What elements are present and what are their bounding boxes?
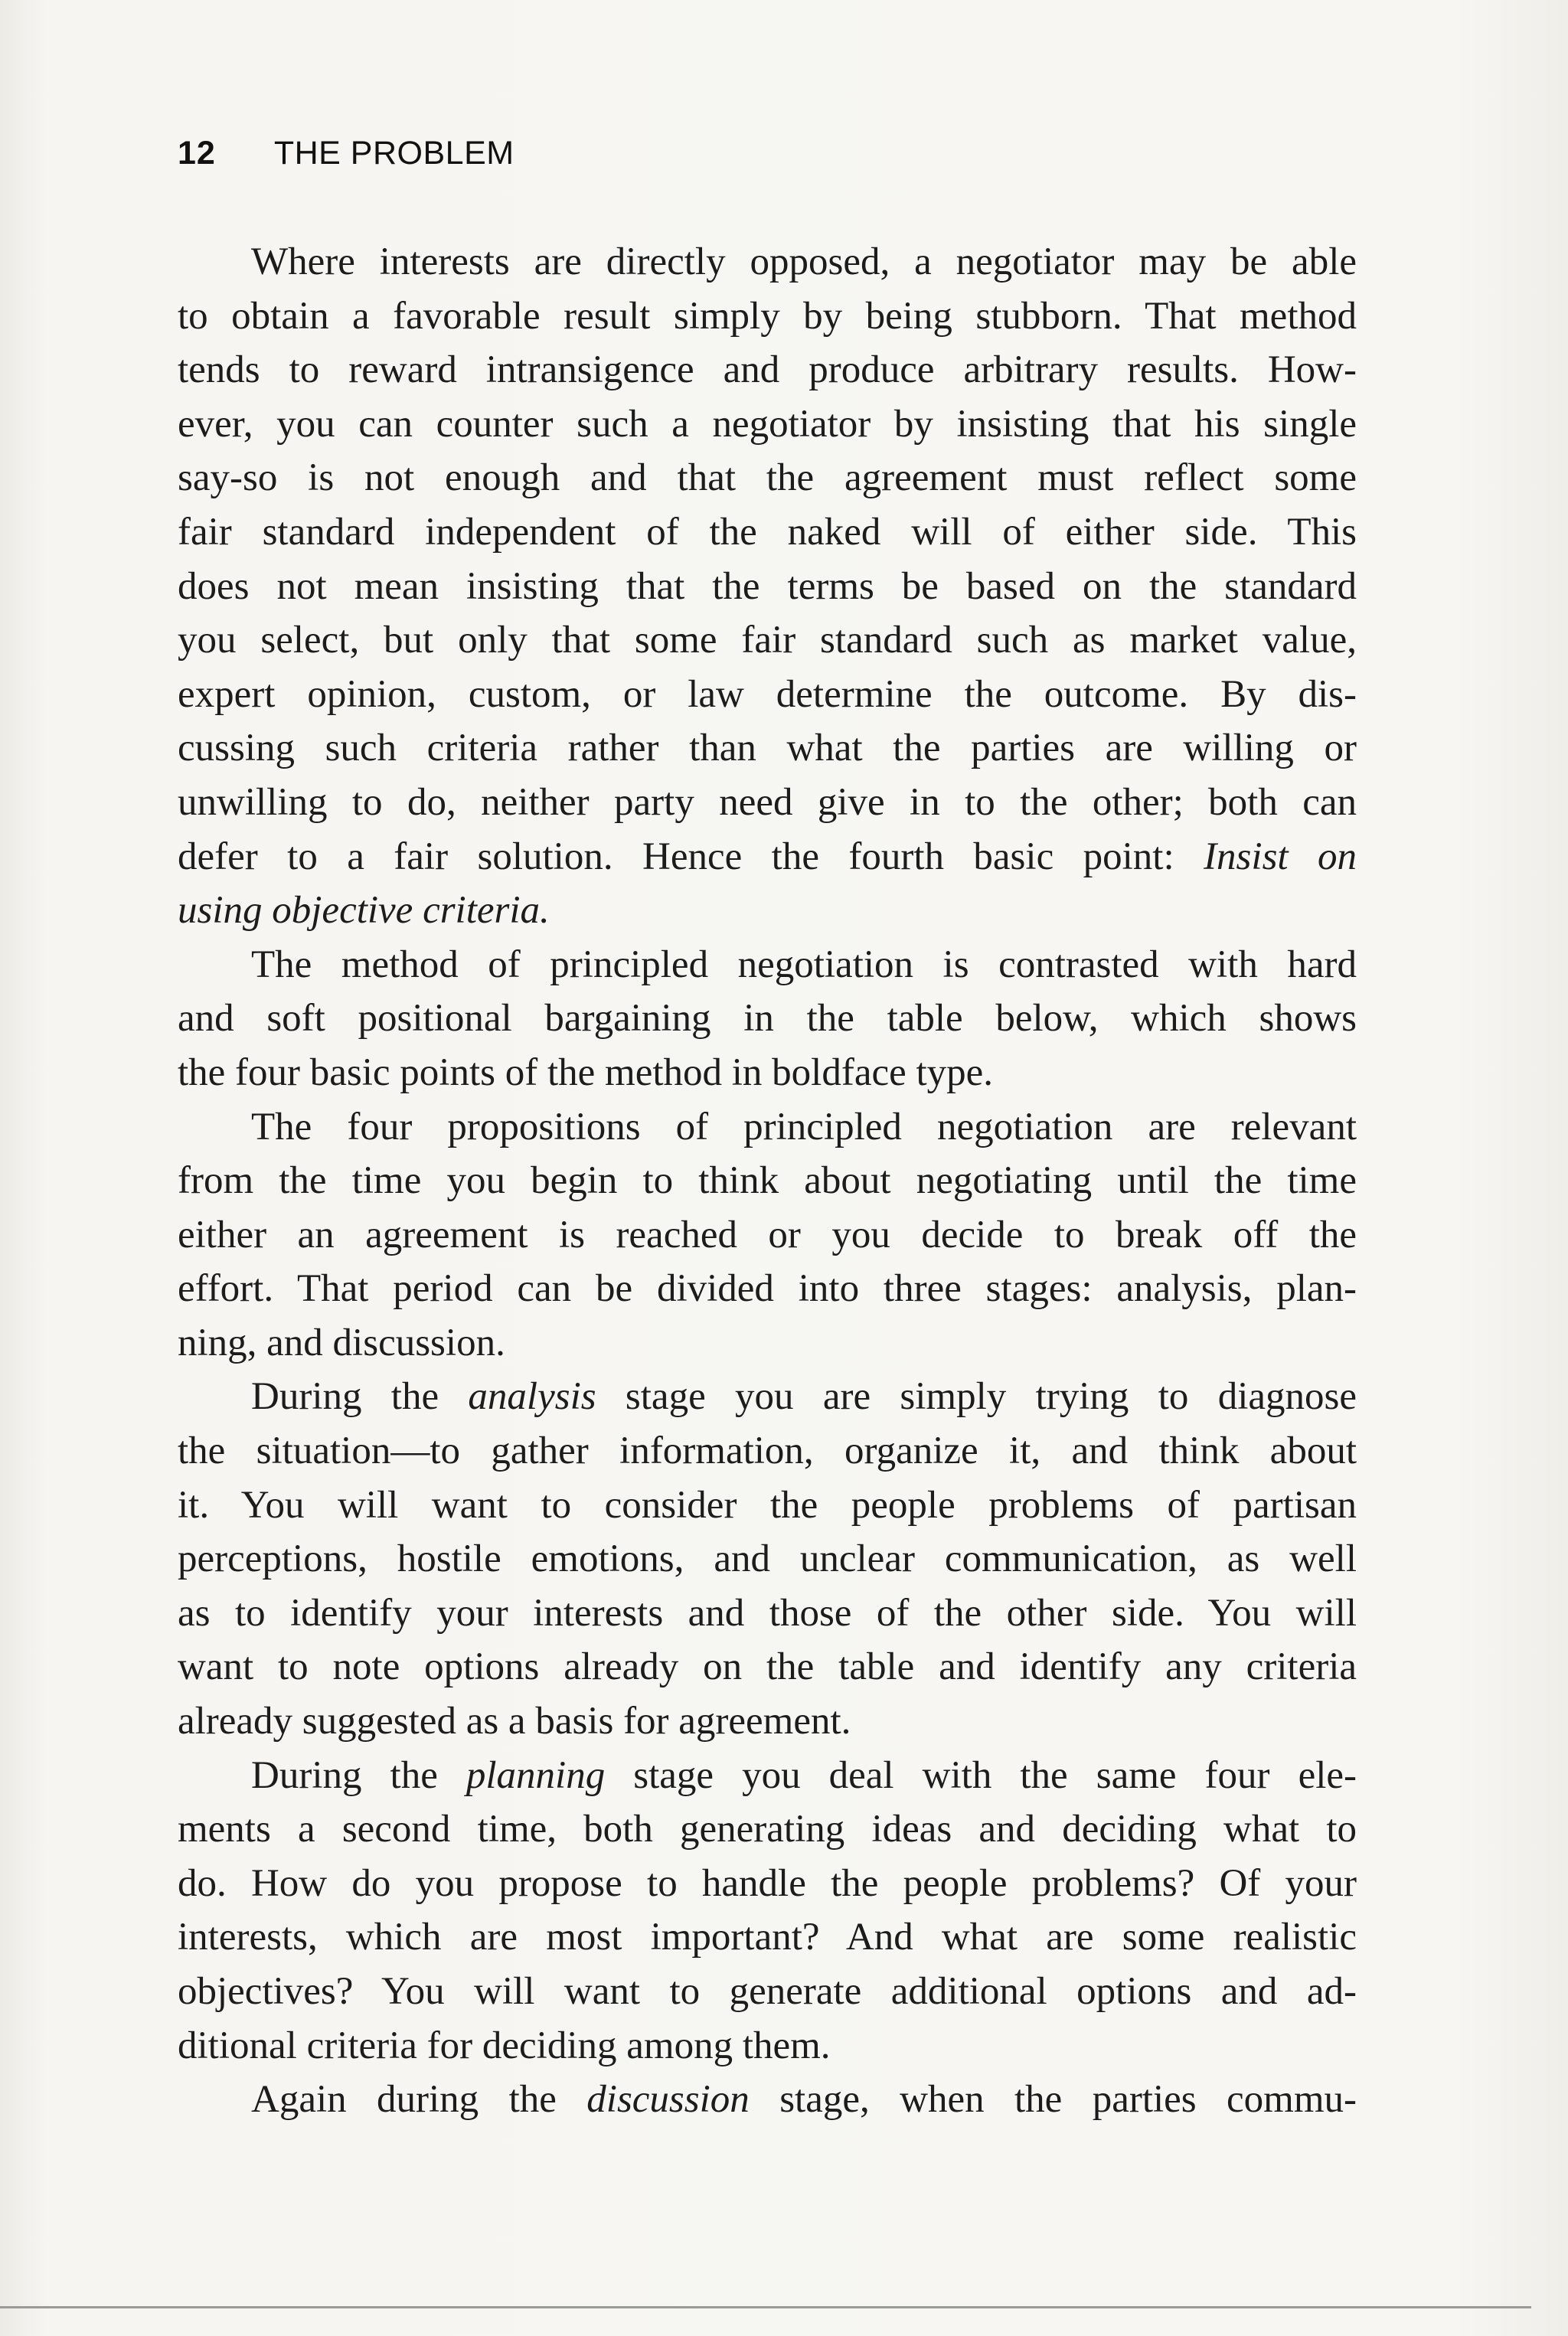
text-line: objectives? You will want to generate additional options and ad-: [178, 1970, 1357, 2013]
text-line: you select, but only that some fair standard such as market value,: [178, 619, 1357, 662]
text-line: perceptions, hostile emotions, and unclear communication, as well: [178, 1537, 1357, 1581]
text-line: and soft positional bargaining in the table below, which shows: [178, 997, 1357, 1041]
text-line: ments a second time, both generating ideas and deciding what to: [178, 1808, 1357, 1851]
text-line: ever, you can counter such a negotiator by insisting that his single: [178, 402, 1357, 446]
text-line: defer to a fair solution. Hence the fourth basic point: Insist on: [178, 835, 1357, 878]
text-line: say-so is not enough and that the agreement must reflect some: [178, 456, 1357, 500]
text-line: ditional criteria for deciding among them.: [178, 2024, 831, 2067]
running-head: [178, 135, 514, 181]
emphasis-text: planning: [466, 1753, 606, 1797]
emphasis-text: analysis: [468, 1375, 596, 1419]
text-line: as to identify your interests and those of the other side. You will: [178, 1591, 1357, 1635]
emphasis-text: Insist on: [1204, 835, 1357, 878]
text-line: interests, which are most important? And what are some realistic: [178, 1916, 1357, 1959]
text-line: it. You will want to consider the people problems of partisan: [178, 1483, 1357, 1527]
text-line: Again during the discussion stage, when the parties commu-: [251, 2078, 1357, 2122]
text-line: from the time you begin to think about negotiating until the time: [178, 1159, 1357, 1203]
body-text: [178, 235, 1357, 2127]
text-line: cussing such criteria rather than what the parties are willing or: [178, 727, 1357, 770]
chapter-title: THE PROBLEM: [273, 135, 514, 172]
text-line: Where interests are directly opposed, a negotiator may be able: [251, 240, 1357, 283]
text-line: the four basic points of the method in boldface type.: [178, 1050, 994, 1094]
text-line: already suggested as a basis for agreement.: [178, 1700, 851, 1743]
text-line: want to note options already on the table and identify any criteria: [178, 1645, 1357, 1689]
text-line: During the analysis stage you are simply trying to diagnose: [251, 1375, 1357, 1419]
text-line: ning, and discussion.: [178, 1321, 505, 1364]
text-line: either an agreement is reached or you decide to break off the: [178, 1213, 1357, 1256]
emphasis-text: using objective criteria.: [178, 889, 550, 933]
text-line: [178, 884, 1357, 938]
text-line: the situation—to gather information, organize it, and think about: [178, 1429, 1357, 1473]
bottom-divider: [0, 2306, 1531, 2308]
text-line: fair standard independent of the naked will of either side. This: [178, 510, 1357, 554]
page-number: 12: [178, 135, 216, 172]
text-line: During the planning stage you deal with the same four ele-: [251, 1753, 1357, 1797]
emphasis-text: discussion: [586, 2078, 750, 2122]
text-line: The method of principled negotiation is contrasted with hard: [251, 943, 1357, 986]
text-line: The four propositions of principled negotiation are relevant: [251, 1105, 1357, 1148]
text-line: does not mean insisting that the terms be based on the standard: [178, 564, 1357, 608]
text-line: expert opinion, custom, or law determine the outcome. By dis-: [178, 672, 1357, 716]
text-line: tends to reward intransigence and produce arbitrary results. How-: [178, 348, 1357, 392]
text-line: unwilling to do, neither party need give in to the other; both can: [178, 780, 1357, 824]
text-line: effort. That period can be divided into three stages: analysis, plan-: [178, 1267, 1357, 1311]
text-line: do. How do you propose to handle the people problems? Of your: [178, 1861, 1357, 1905]
text-line: to obtain a favorable result simply by being stubborn. That method: [178, 294, 1357, 338]
